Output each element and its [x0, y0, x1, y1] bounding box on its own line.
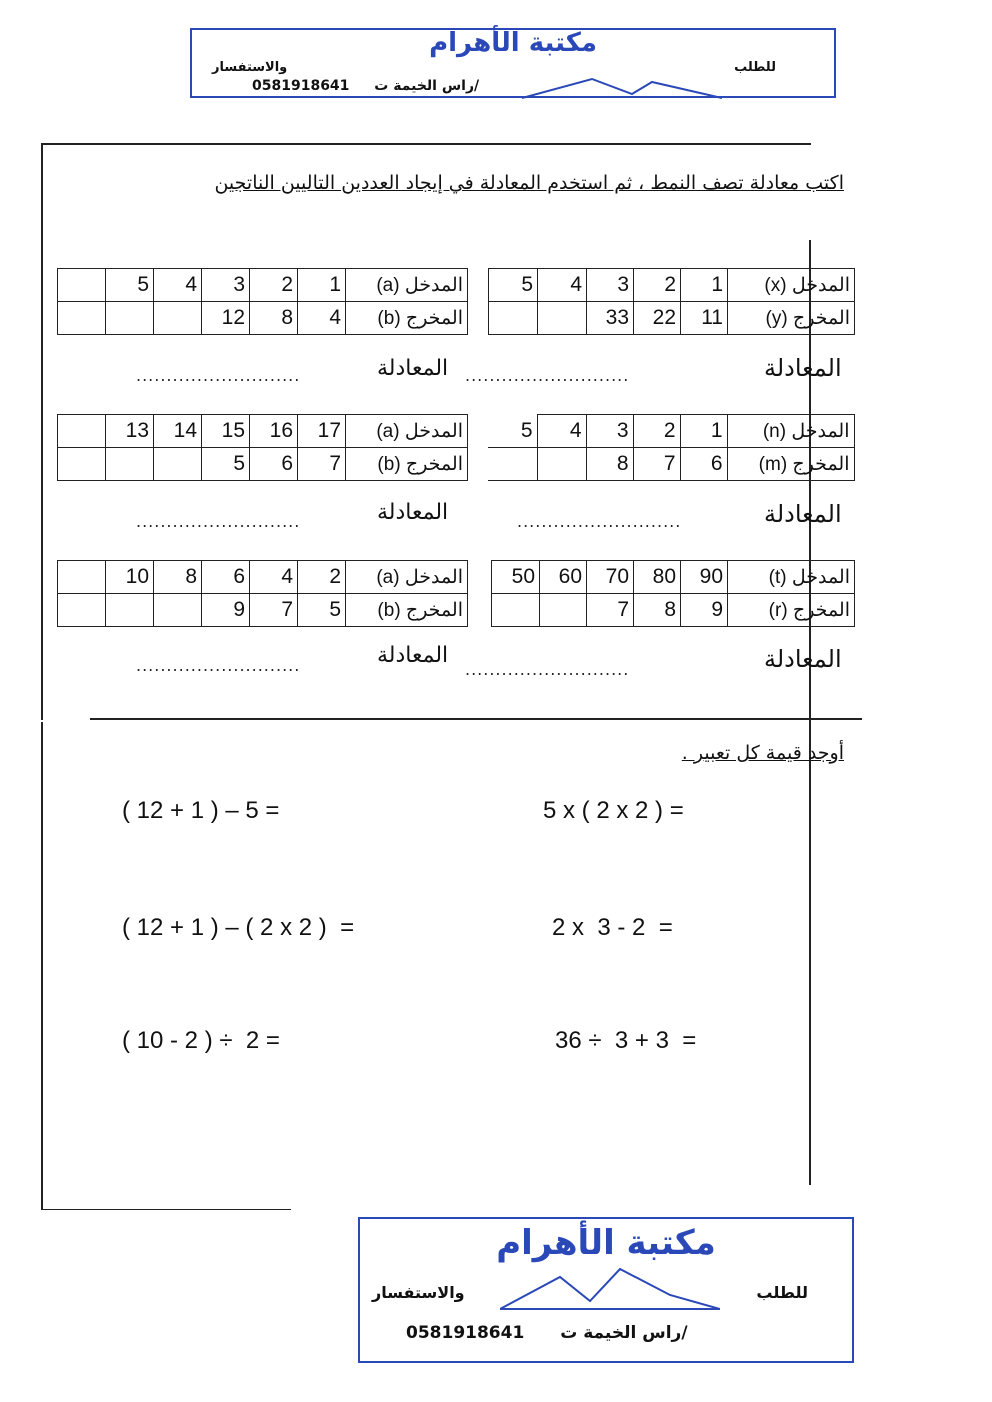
- stamp-location: راس الخيمة ت/: [560, 1323, 688, 1343]
- table-cell: 5: [488, 415, 537, 448]
- table-cell: 7: [633, 448, 680, 481]
- table-cell: 8: [250, 302, 298, 335]
- output-label: المخرج (y): [728, 302, 855, 335]
- table-cell: 4: [538, 269, 587, 302]
- table-row-input: [492, 561, 855, 594]
- expression-item: 2 x 3 - 2 =: [552, 914, 673, 941]
- table-cell[interactable]: [154, 594, 202, 627]
- equation-label: المعادلة: [764, 645, 842, 673]
- table-cell: 22: [634, 302, 681, 335]
- table-cell: 11: [681, 302, 728, 335]
- equation-label: المعادلة: [377, 500, 449, 525]
- table-cell[interactable]: [488, 448, 537, 481]
- table-cell: [58, 302, 106, 335]
- table-cell[interactable]: [154, 448, 202, 481]
- frame-top-border: [41, 143, 811, 145]
- table-row-input: [58, 269, 468, 302]
- table-cell: 14: [154, 415, 202, 448]
- equation-label: المعادلة: [764, 500, 842, 528]
- expressions-title: أوجد قيمة كل تعبير .: [681, 742, 844, 764]
- table-cell: [58, 448, 106, 481]
- table-cell: [58, 269, 106, 302]
- input-label: المدخل (a): [346, 415, 468, 448]
- table-cell: 7: [298, 448, 346, 481]
- equation-label: المعادلة: [764, 354, 842, 382]
- table-cell: 4: [298, 302, 346, 335]
- table-cell[interactable]: [489, 302, 538, 335]
- equation-answer-line[interactable]: ...........................: [136, 366, 301, 385]
- pyramids-logo: [500, 1265, 720, 1313]
- table-cell: 6: [202, 561, 250, 594]
- table-cell: 7: [587, 594, 634, 627]
- frame-left-border-lower: [41, 722, 43, 1210]
- table-row-output: [492, 594, 855, 627]
- table-row-output: [58, 302, 468, 335]
- table-cell: 1: [681, 269, 728, 302]
- stamp-phone-number: 0581918641: [406, 1323, 525, 1343]
- table-cell: 3: [586, 415, 633, 448]
- pattern-table-a-b-2: [57, 414, 468, 481]
- table-cell: 2: [634, 269, 681, 302]
- table-cell: 5: [298, 594, 346, 627]
- table-cell: 12: [202, 302, 250, 335]
- table-cell: [58, 415, 106, 448]
- table-cell[interactable]: [106, 448, 154, 481]
- bottom-stamp: [358, 1217, 854, 1363]
- table-cell: [58, 561, 106, 594]
- frame-bottom-border: [41, 1209, 291, 1210]
- table-cell: 4: [154, 269, 202, 302]
- table-cell[interactable]: [538, 302, 587, 335]
- table-cell: 16: [250, 415, 298, 448]
- output-label: المخرج (b): [346, 594, 468, 627]
- stamp-inquiries: والاستفسار: [372, 1283, 465, 1302]
- expression-item: 36 ÷ 3 + 3 =: [555, 1027, 697, 1054]
- table-cell[interactable]: [154, 302, 202, 335]
- table-cell: 9: [202, 594, 250, 627]
- table-row-input: [488, 415, 854, 448]
- stamp-location: راس الخيمة ت/: [374, 78, 480, 94]
- table-cell: 1: [680, 415, 727, 448]
- table-row-output: [58, 594, 468, 627]
- table-cell: 10: [106, 561, 154, 594]
- input-label: المدخل (a): [346, 269, 468, 302]
- stamp-for-students: للطلب: [756, 1283, 808, 1302]
- equation-label: المعادلة: [377, 356, 449, 381]
- expression-item: ( 12 + 1 ) – 5 =: [122, 797, 280, 824]
- table-cell: 4: [537, 415, 586, 448]
- table-row-input: [58, 415, 468, 448]
- input-label: المدخل (n): [727, 415, 854, 448]
- table-cell: 7: [250, 594, 298, 627]
- expression-item: ( 12 + 1 ) – ( 2 x 2 ) =: [122, 914, 355, 941]
- table-cell: 80: [634, 561, 681, 594]
- table-cell: 8: [634, 594, 681, 627]
- table-cell: 2: [633, 415, 680, 448]
- stamp-phone-number: 0581918641: [252, 78, 350, 94]
- top-stamp: [190, 28, 836, 98]
- table-cell: 6: [680, 448, 727, 481]
- table-cell: 90: [681, 561, 728, 594]
- equation-label: المعادلة: [377, 643, 449, 668]
- table-cell: [58, 594, 106, 627]
- table-cell: 3: [587, 269, 634, 302]
- table-row-output: [488, 448, 854, 481]
- table-cell: 9: [681, 594, 728, 627]
- table-cell: 13: [106, 415, 154, 448]
- section-divider: [90, 718, 862, 720]
- table-cell: 8: [586, 448, 633, 481]
- table-cell[interactable]: [106, 594, 154, 627]
- input-label: المدخل (t): [728, 561, 855, 594]
- stamp-phone: [406, 1323, 688, 1343]
- stamp-library-name: مكتبة الأهرام: [496, 1223, 716, 1263]
- pyramids-logo: [522, 74, 722, 100]
- pattern-table-t-r: [491, 560, 855, 627]
- table-cell: 5: [489, 269, 538, 302]
- output-label: المخرج (m): [727, 448, 854, 481]
- table-row-output: [58, 448, 468, 481]
- output-label: المخرج (r): [728, 594, 855, 627]
- pattern-table-x-y: [488, 268, 855, 335]
- pattern-table-a-b-1: [57, 268, 468, 335]
- worksheet-instruction: اكتب معادلة تصف النمط ، ثم استخدم المعادلة في إيجاد العددين التاليين الناتجين: [214, 172, 844, 194]
- equation-answer-line[interactable]: ...........................: [517, 512, 682, 531]
- equation-answer-line[interactable]: ...........................: [465, 366, 630, 385]
- stamp-inquiries: والاستفسار: [212, 60, 288, 75]
- table-cell: 33: [587, 302, 634, 335]
- input-label: المدخل (x): [728, 269, 855, 302]
- table-cell[interactable]: [540, 594, 587, 627]
- stamp-library-name: مكتبة الأهرام: [429, 28, 597, 58]
- table-cell[interactable]: [492, 594, 540, 627]
- table-cell: 3: [202, 269, 250, 302]
- pattern-table-a-b-3: [57, 560, 468, 627]
- table-cell: 5: [202, 448, 250, 481]
- table-cell: 5: [106, 269, 154, 302]
- output-label: المخرج (b): [346, 302, 468, 335]
- table-cell[interactable]: [106, 302, 154, 335]
- table-cell: 50: [492, 561, 540, 594]
- table-row-input: [489, 269, 855, 302]
- table-cell: 17: [298, 415, 346, 448]
- table-cell: 15: [202, 415, 250, 448]
- table-cell: 8: [154, 561, 202, 594]
- frame-left-border: [41, 143, 43, 720]
- table-row-input: [58, 561, 468, 594]
- output-label: المخرج (b): [346, 448, 468, 481]
- table-row-output: [489, 302, 855, 335]
- equation-answer-line[interactable]: ...........................: [136, 656, 301, 675]
- equation-answer-line[interactable]: ...........................: [465, 660, 630, 679]
- stamp-phone: [252, 78, 479, 94]
- table-cell: 6: [250, 448, 298, 481]
- table-cell: 1: [298, 269, 346, 302]
- table-cell: 2: [298, 561, 346, 594]
- expression-item: 5 x ( 2 x 2 ) =: [543, 797, 684, 824]
- table-cell: 60: [540, 561, 587, 594]
- table-cell: 4: [250, 561, 298, 594]
- table-cell[interactable]: [537, 448, 586, 481]
- pattern-table-n-m: [488, 414, 855, 481]
- table-cell: 2: [250, 269, 298, 302]
- stamp-for-students: للطلب: [734, 60, 776, 75]
- table-cell: 70: [587, 561, 634, 594]
- input-label: المدخل (a): [346, 561, 468, 594]
- equation-answer-line[interactable]: ...........................: [136, 512, 301, 531]
- expression-item: ( 10 - 2 ) ÷ 2 =: [122, 1027, 280, 1054]
